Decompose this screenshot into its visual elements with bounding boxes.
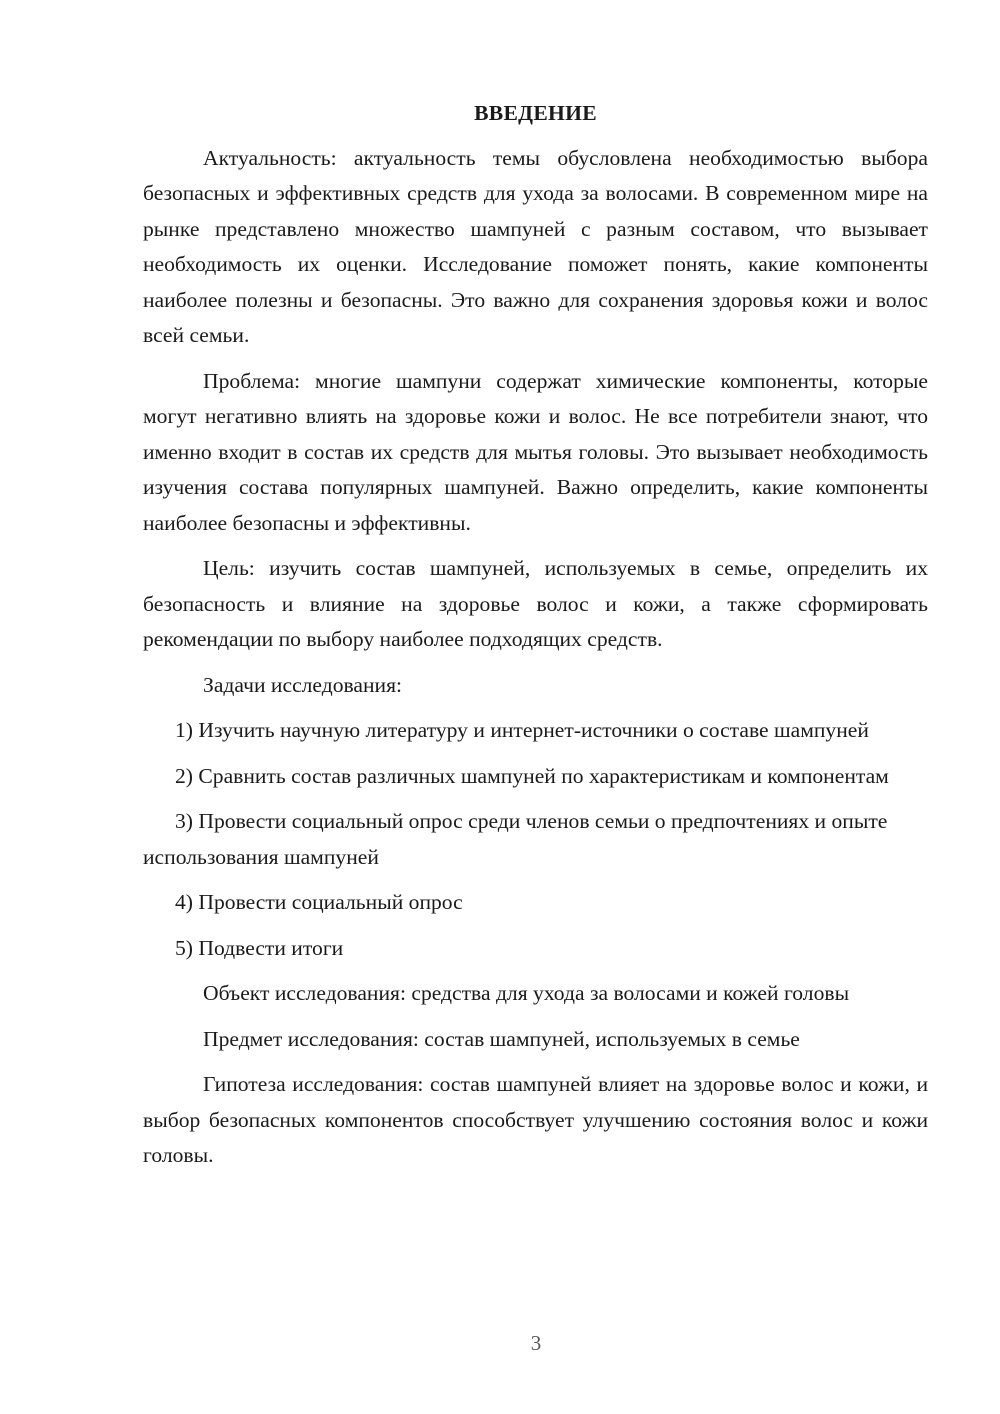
relevance-paragraph: Актуальность: актуальность темы обусловлена необходимостью выбора безопасных и эффективных средств для ухода за волосами. В современном мире на рынке представлено множество шампуней с разным составом, что вызывает необходимость их оценки. Исследование поможет понять, какие компоненты наиболее полезны и безопасны. Это важно для сохранения здоровья кожи и волос всей семьи. — [143, 145, 928, 347]
subject-paragraph: Предмет исследования: состав шампуней, используемых в семье — [203, 1026, 800, 1051]
task-item: 1) Изучить научную литературу и интернет-источники о составе шампуней — [175, 718, 869, 742]
page-number: 3 — [530, 1331, 542, 1355]
task-item: 2) Сравнить состав различных шампуней по характеристикам и компонентам — [175, 763, 889, 788]
problem-paragraph: Проблема: многие шампуни содержат химические компоненты, которые могут негативно влиять на здоровье кожи и волос. Не все потребители знают, что именно входит в состав их средств для мытья головы. Это вызывает необходимость изучения состава популярных шампуней. Важно определить, какие компоненты наиболее безопасны и эффективны. — [143, 368, 928, 535]
tasks-title: Задачи исследования: — [203, 672, 403, 697]
task-item: 3) Провести социальный опрос среди членов семьи о предпочтениях и опыте использования шампуней — [143, 809, 888, 869]
document-page — [143, 96, 928, 1184]
hypothesis-paragraph: Гипотеза исследования: состав шампуней влияет на здоровье волос и кожи, и выбор безопасных компонентов способствует улучшению состояния волос и кожи головы. — [143, 1072, 928, 1167]
goal-paragraph: Цель: изучить состав шампуней, используемых в семье, определить их безопасность и влияние на здоровье волос и кожи, а также сформировать рекомендации по выбору наиболее подходящих средств. — [143, 556, 928, 651]
task-item: 5) Подвести итоги — [175, 935, 344, 960]
task-item: 4) Провести социальный опрос — [175, 890, 463, 914]
section-heading: ВВЕДЕНИЕ — [474, 101, 597, 125]
object-paragraph: Объект исследования: средства для ухода за волосами и кожей головы — [203, 981, 850, 1005]
